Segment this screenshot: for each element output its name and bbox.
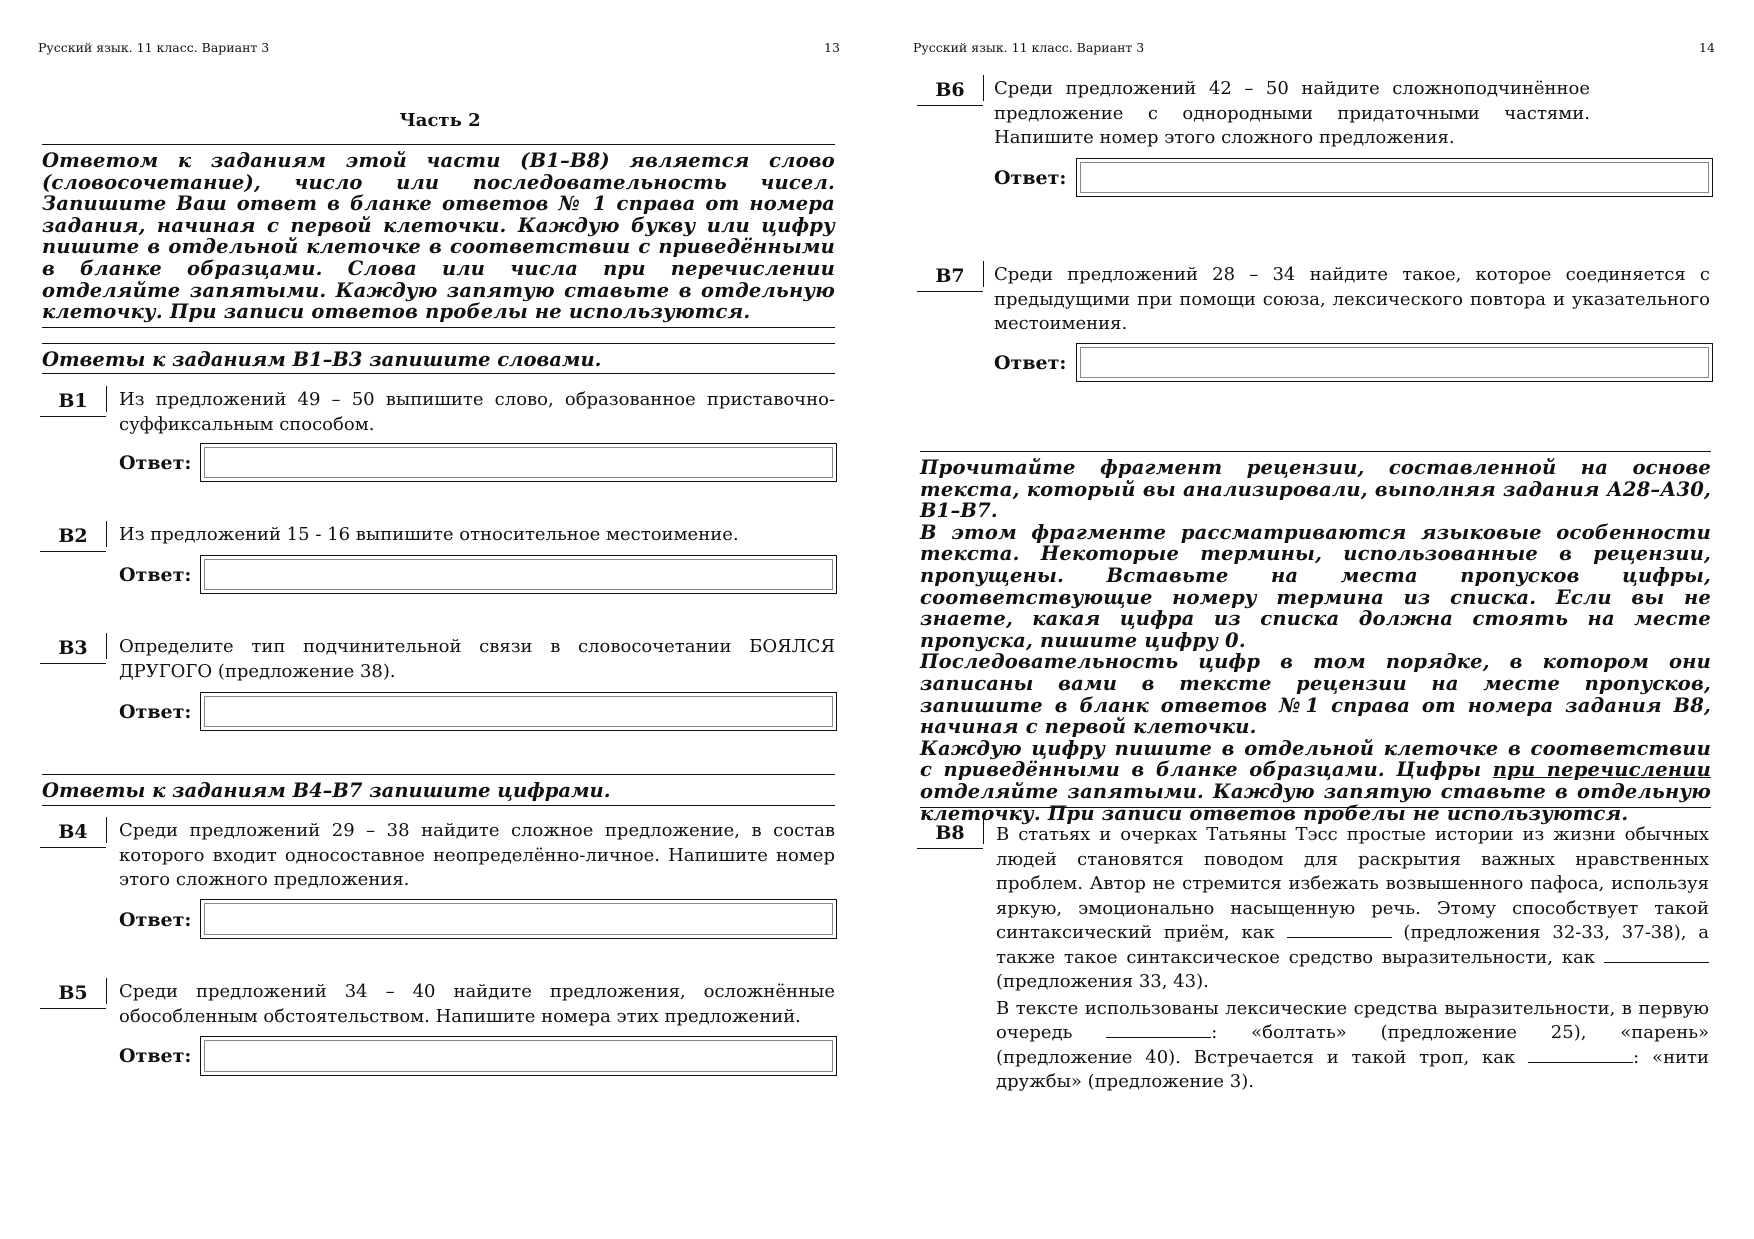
right-page	[877, 0, 1754, 1239]
task-number-b8: В8	[917, 822, 983, 849]
task-number-separator	[106, 386, 107, 412]
task-text-b6: Среди предложений 42 – 50 найдите сложноподчинённое предложение с однородными придаточными частями. Напишите номер этого сложного предложения.	[994, 78, 1590, 148]
answer-label: Ответ:	[119, 909, 192, 931]
divider	[42, 327, 835, 328]
task-number-separator	[106, 817, 107, 843]
task-number-b6: В6	[917, 79, 983, 106]
page-header-title: Русский язык. 11 класс. Вариант 3	[38, 40, 270, 55]
page-number: 14	[1699, 40, 1715, 55]
task-number-separator	[983, 261, 984, 287]
task-text-b1: Из предложений 49 – 50 выпишите слово, образованное приставочно-суффиксальным способом.	[119, 389, 835, 435]
answer-field-b7[interactable]	[1076, 343, 1713, 382]
review-instruction	[920, 457, 1711, 824]
answer-label: Ответ:	[994, 352, 1067, 374]
review-instruction-p4: Каждую цифру пишите в отдельной клеточке в соответствии с приведёнными в бланке образцами. Цифры при перечислении отделяйте запятыми. Каждую запятую ставьте в отдельную клеточку. При записи ответов пробелы не используются.	[920, 736, 1711, 825]
task-text-b3: Определите тип подчинительной связи в словосочетании БОЯЛСЯ ДРУГОГО (предложение 38).	[119, 636, 835, 682]
answer-field-b3[interactable]	[200, 692, 837, 731]
review-paragraph-1: В статьях и очерках Татьяны Тэсс простые истории из жизни обычных людей становятся поводом для раскрытия важных нравственных проблем. Автор не стремится избежать возвышенного пафоса, используя яркую, эмоционально насыщенную речь. Этому способствует такой синтаксический приём, как (предложения 32-33, 37-38), а также такое синтаксическое средство выразительности, как (предложения 33, 43).	[996, 824, 1709, 992]
part-instruction	[42, 150, 835, 323]
divider	[920, 807, 1711, 808]
divider	[42, 774, 835, 775]
answer-field-b2[interactable]	[200, 555, 837, 594]
divider	[42, 373, 835, 374]
review-text-b8	[996, 823, 1709, 1095]
task-number-b4: В4	[40, 821, 106, 848]
blank-field[interactable]	[1604, 948, 1709, 963]
divider	[42, 144, 835, 145]
answer-label: Ответ:	[119, 564, 192, 586]
answer-field-b4[interactable]	[200, 899, 837, 939]
review-instruction-p2: В этом фрагменте рассматриваются языковые особенности текста. Некоторые термины, использованные в рецензии, пропущены. Вставьте на места пропусков цифры, соответствующие номеру термина из списка. Если вы не знаете, какая цифра из списка должна стоять на месте пропуска, пишите цифру 0.	[920, 520, 1711, 652]
task-text-b7: Среди предложений 28 – 34 найдите такое, которое соединяется с предыдущими при помощи союза, лексического повтора и указательного местоимения.	[994, 264, 1710, 334]
answer-field-b5[interactable]	[200, 1036, 837, 1076]
task-number-separator	[106, 978, 107, 1004]
task-number-b1: В1	[40, 390, 106, 417]
answer-label: Ответ:	[119, 1045, 192, 1067]
task-number-separator	[106, 633, 107, 659]
blank-field[interactable]	[1528, 1048, 1633, 1063]
answer-label: Ответ:	[119, 701, 192, 723]
task-number-b5: В5	[40, 982, 106, 1009]
divider	[920, 451, 1711, 452]
task-number-b7: В7	[917, 265, 983, 292]
blank-field[interactable]	[1106, 1023, 1211, 1038]
divider	[42, 343, 835, 344]
page-header-title: Русский язык. 11 класс. Вариант 3	[913, 40, 1145, 55]
answer-field-b1[interactable]	[200, 443, 837, 482]
instruction-text: Ответом к заданиям этой части (В1–В8) является слово (словосочетание), число или последовательность чисел. Запишите Ваш ответ в бланке ответов № 1 справа от номера задания, начиная с первой клеточки. Каждую букву или цифру пишите в отдельной клеточке в соответствии с приведёнными в бланке образцами. Слова или числа при перечислении отделяйте запятыми. Каждую запятую ставьте в отдельную клеточку. При записи ответов пробелы не используются.	[42, 149, 835, 324]
task-text-b5: Среди предложений 34 – 40 найдите предложения, осложнённые обособленным обстоятельством. Напишите номера этих предложений.	[119, 981, 835, 1027]
task-text-b4: Среди предложений 29 – 38 найдите сложное предложение, в состав которого входит односоставное неопределённо-личное. Напишите номер этого сложного предложения.	[119, 820, 835, 890]
part-title: Часть 2	[399, 110, 481, 131]
review-paragraph-2: В тексте использованы лексические средства выразительности, в первую очередь : «болтать» (предложение 25), «парень» (предложение 40). Встречается и такой троп, как : «нити дружбы» (предложение 3).	[996, 997, 1710, 1092]
task-number-separator	[983, 75, 984, 101]
task-text-b2: Из предложений 15 - 16 выпишите относительное местоимение.	[119, 524, 739, 545]
page-number: 13	[824, 40, 840, 55]
review-instruction-p3: Последовательность цифр в том порядке, в котором они записаны вами в тексте рецензии на месте пропусков, запишите в бланк ответов №1 справа от номера задания В8, начиная с первой клеточки.	[920, 650, 1711, 739]
subheading-words: Ответы к заданиям В1–В3 запишите словами.	[42, 348, 602, 371]
task-number-separator	[983, 818, 984, 844]
task-number-b2: В2	[40, 525, 106, 552]
answer-label: Ответ:	[994, 167, 1067, 189]
task-number-separator	[106, 521, 107, 547]
divider	[42, 805, 835, 806]
answer-label: Ответ:	[119, 452, 192, 474]
subheading-digits: Ответы к заданиям В4–В7 запишите цифрами.	[42, 779, 611, 802]
task-number-b3: В3	[40, 637, 106, 664]
answer-field-b6[interactable]	[1076, 158, 1713, 197]
blank-field[interactable]	[1287, 923, 1392, 938]
review-instruction-p1: Прочитайте фрагмент рецензии, составленной на основе текста, который вы анализировали, выполняя задания А28–А30, В1–В7.	[920, 456, 1711, 523]
